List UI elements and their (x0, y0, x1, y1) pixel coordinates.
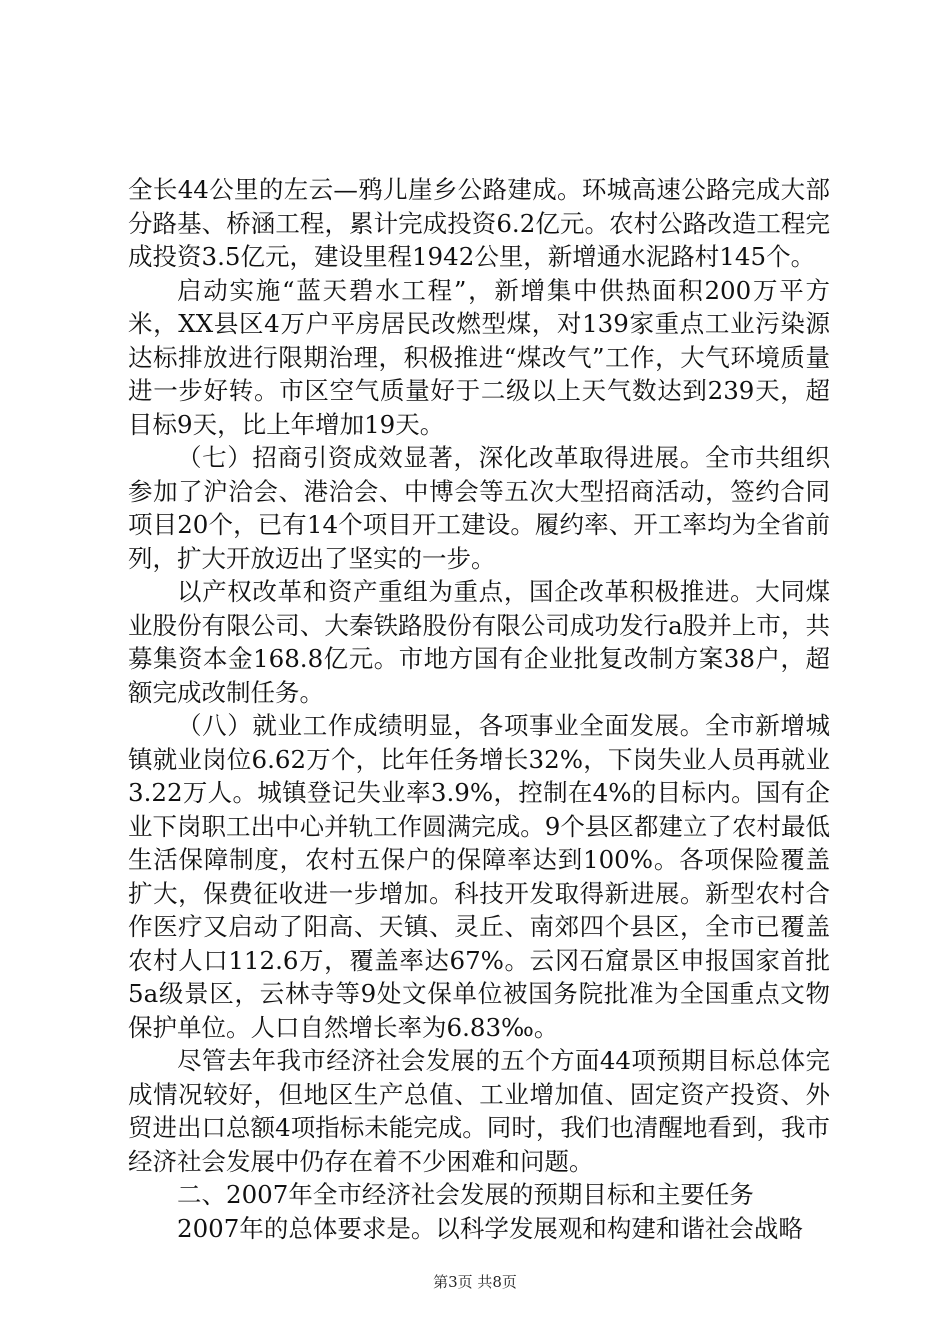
page-number-footer: 第3页 共8页 (433, 1273, 517, 1291)
paragraph-investment-attraction: （七）招商引资成效显著，深化改革取得进展。全市共组织参加了沪洽会、港洽会、中博会等五次大型招商活动，签约合同项目20个，已有14个项目开工建设。履约率、开工率均为全省前列，扩大开放迈出了坚实的一步。 (128, 443, 830, 573)
paragraph-soe-reform: 以产权改革和资产重组为重点，国企改革积极推进。大同煤业股份有限公司、大秦铁路股份有限公司成功发行a股并上市，共募集资本金168.8亿元。市地方国有企业批复改制方案38户，超额完成改制任务。 (128, 577, 830, 707)
section-heading-2007-targets: 二、2007年全市经济社会发展的预期目标和主要任务 (177, 1180, 754, 1209)
paragraph-employment: （八）就业工作成绩明显，各项事业全面发展。全市新增城镇就业岗位6.62万个，比年任务增长32%，下岗失业人员再就业3.22万人。城镇登记失业率3.9%，控制在4%的目标内。国有企业下岗职工出中心并轨工作圆满完成。9个县区都建立了农村最低生活保障制度，农村五保户的保障率达到100%。各项保险覆盖扩大，保费征收进一步增加。科技开发取得新进展。新型农村合作医疗又启动了阳高、天镇、灵丘、南郊四个县区，全市已覆盖农村人口112.6万，覆盖率达67%。云冈石窟景区申报国家首批5a级景区，云林寺等9处文保单位被国务院批准为全国重点文物保护单位。人口自然增长率为6.83‰。 (128, 711, 830, 1042)
paragraph-2007-requirements: 2007年的总体要求是。以科学发展观和构建和谐社会战略 (177, 1213, 803, 1243)
paragraph-summary: 尽管去年我市经济社会发展的五个方面44项预期目标总体完成情况较好，但地区生产总值、工业增加值、固定资产投资、外贸进出口总额4项指标未能完成。同时，我们也清醒地看到，我市经济社会发展中仍存在着不少困难和问题。 (128, 1046, 830, 1176)
document-body (128, 173, 830, 1245)
paragraph-blue-sky-project: 启动实施“蓝天碧水工程”，新增集中供热面积200万平方米，XX县区4万户平房居民改燃型煤，对139家重点工业污染源达标排放进行限期治理，积极推进“煤改气”工作，大气环境质量进一步好转。市区空气质量好于二级以上天气数达到239天，超目标9天，比上年增加19天。 (128, 275, 830, 439)
paragraph-road-construction: 全长44公里的左云—鸦儿崖乡公路建成。环城高速公路完成大部分路基、桥涵工程，累计完成投资6.2亿元。农村公路改造工程完成投资3.5亿元，建设里程1942公里，新增通水泥路村145个。 (128, 175, 830, 271)
